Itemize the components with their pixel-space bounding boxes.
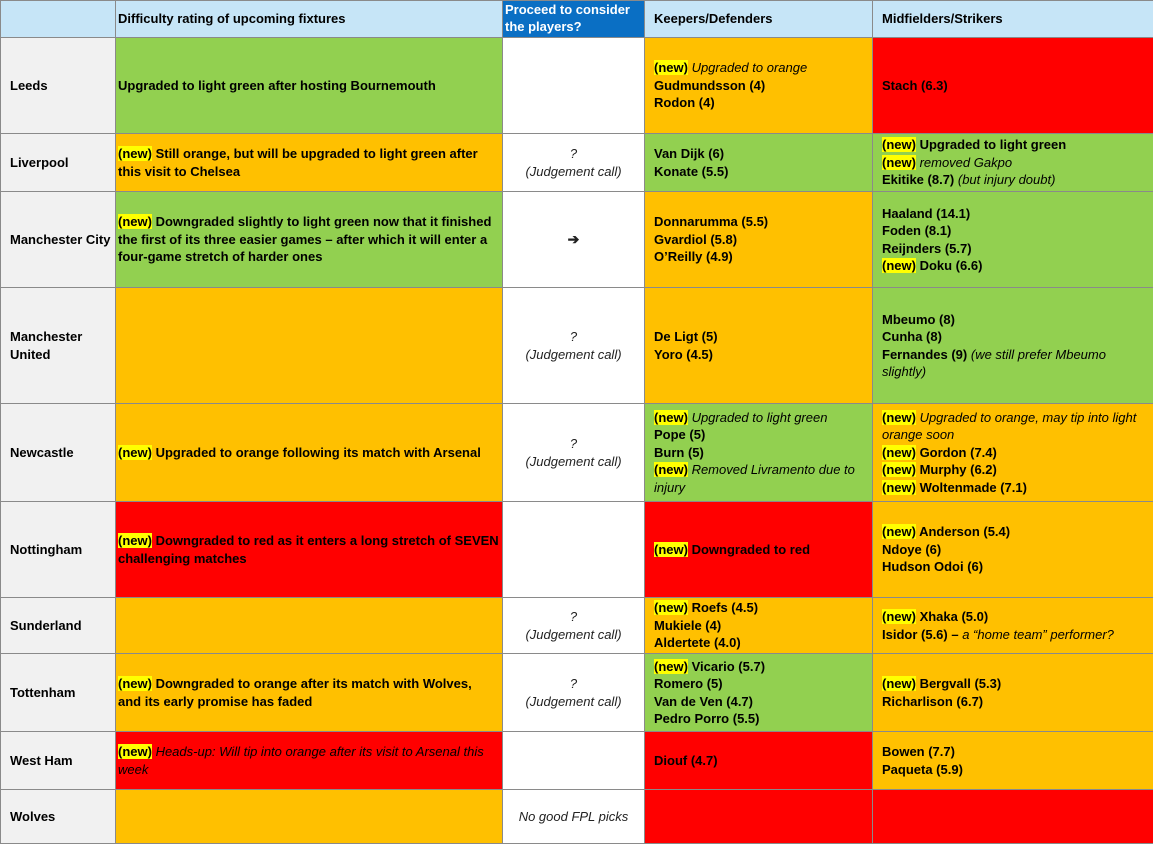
cell-text: challenging matches	[118, 550, 247, 566]
cell-line	[654, 634, 870, 652]
proceed-cell	[503, 502, 645, 598]
difficulty-cell	[116, 790, 503, 844]
cell-line	[505, 435, 642, 453]
cell-line	[654, 541, 870, 559]
cell-text: No good FPL picks	[518, 808, 629, 824]
cell-line	[118, 213, 500, 231]
cell-text: (we still prefer Mbeumo	[967, 346, 1106, 362]
new-badge: (new)	[882, 154, 916, 170]
difficulty-cell	[116, 732, 503, 790]
header-row	[1, 1, 1153, 38]
cell-text: Xhaka (5.0)	[915, 609, 989, 624]
new-badge: (new)	[654, 462, 688, 478]
cell-line	[654, 479, 870, 497]
cell-line	[505, 231, 642, 249]
cell-line	[654, 658, 870, 676]
new-badge: (new)	[654, 600, 688, 616]
cell-line	[882, 311, 1151, 329]
new-badge: (new)	[882, 479, 916, 495]
cell-text: Doku (6.6)	[915, 258, 983, 273]
table-row	[1, 288, 1153, 404]
team-name: West Ham	[1, 732, 116, 790]
cell-line	[882, 409, 1151, 427]
cell-text: Woltenmade (7.1)	[915, 479, 1027, 495]
cell-text: Romero (5)	[654, 676, 723, 691]
midfielders-strikers-cell	[873, 654, 1153, 732]
cell-line	[654, 675, 870, 693]
cell-text: Upgraded to orange, may tip into light	[915, 409, 1137, 425]
cell-line	[882, 523, 1151, 541]
cell-line	[882, 761, 1151, 779]
team-name: Tottenham	[1, 654, 116, 732]
cell-line	[882, 479, 1151, 497]
table-row	[1, 192, 1153, 288]
cell-text: (Judgement call)	[525, 163, 622, 179]
cell-line	[882, 743, 1151, 761]
cell-line	[882, 693, 1151, 711]
arrow-icon: ➔	[567, 230, 580, 247]
cell-text: Upgraded to light green	[915, 137, 1067, 153]
keepers-defenders-cell	[645, 732, 873, 790]
cell-line	[882, 222, 1151, 240]
header-proceed: Proceed to consider the players?	[503, 1, 645, 38]
cell-text: Gudmundsson (4)	[654, 77, 766, 93]
header-midfielders-strikers: Midfielders/Strikers	[873, 1, 1153, 38]
cell-text: slightly)	[882, 364, 927, 379]
cell-text: (Judgement call)	[525, 626, 622, 642]
cell-line	[882, 346, 1151, 364]
cell-text: ?	[569, 146, 578, 161]
cell-text: Upgraded to orange	[687, 60, 808, 76]
cell-text: and its early promise has faded	[118, 693, 313, 709]
cell-text: ?	[569, 676, 578, 691]
cell-line	[118, 761, 500, 779]
cell-text: the first of its three easier games – after which it will enter a	[118, 231, 488, 247]
cell-line	[505, 453, 642, 471]
cell-line	[654, 617, 870, 635]
cell-text: Downgraded slightly to light green now that it finished	[151, 214, 492, 230]
cell-line	[882, 257, 1151, 275]
cell-line	[882, 626, 1151, 644]
midfielders-strikers-cell	[873, 790, 1153, 844]
new-badge: (new)	[882, 258, 916, 273]
cell-text: Ekitike (8.7)	[882, 172, 955, 188]
team-name: Leeds	[1, 38, 116, 134]
cell-text: Rodon (4)	[654, 95, 715, 111]
cell-line	[505, 163, 642, 181]
new-badge: (new)	[882, 609, 916, 624]
midfielders-strikers-cell	[873, 404, 1153, 502]
new-badge: (new)	[118, 533, 152, 548]
cell-text: Diouf (4.7)	[654, 752, 718, 768]
new-badge: (new)	[118, 146, 152, 161]
table-row	[1, 654, 1153, 732]
cell-line	[882, 541, 1151, 559]
cell-text: Downgraded to orange after its match with Wolves,	[151, 676, 472, 691]
new-badge: (new)	[654, 658, 688, 674]
team-name: Liverpool	[1, 134, 116, 192]
new-badge: (new)	[654, 541, 688, 557]
cell-text: Vicario (5.7)	[687, 658, 766, 674]
cell-text: ?	[569, 609, 578, 624]
cell-line	[882, 171, 1151, 189]
new-badge: (new)	[882, 444, 916, 460]
cell-line	[882, 426, 1151, 444]
keepers-defenders-cell	[645, 38, 873, 134]
cell-text: removed Gakpo	[915, 154, 1013, 170]
difficulty-cell	[116, 404, 503, 502]
keepers-defenders-cell	[645, 790, 873, 844]
cell-line	[654, 328, 870, 346]
midfielders-strikers-cell	[873, 288, 1153, 404]
cell-text: Konate (5.5)	[654, 163, 729, 179]
cell-text: Foden (8.1)	[882, 223, 952, 238]
difficulty-cell	[116, 502, 503, 598]
cell-line	[118, 145, 500, 163]
midfielders-strikers-cell	[873, 38, 1153, 134]
cell-text: this visit to Chelsea	[118, 163, 241, 179]
proceed-cell	[503, 288, 645, 404]
team-name: Manchester United	[1, 288, 116, 404]
cell-text: Pedro Porro (5.5)	[654, 711, 760, 726]
cell-text: Downgraded to red	[687, 541, 811, 557]
cell-line	[118, 248, 500, 266]
cell-line	[882, 363, 1151, 381]
cell-line	[118, 743, 500, 761]
cell-text: Haaland (14.1)	[882, 205, 971, 221]
header-keepers-defenders: Keepers/Defenders	[645, 1, 873, 38]
new-badge: (new)	[118, 744, 152, 759]
proceed-cell	[503, 732, 645, 790]
team-name: Nottingham	[1, 502, 116, 598]
cell-text: Pope (5)	[654, 427, 706, 443]
table-body	[1, 38, 1153, 844]
cell-line	[118, 550, 500, 568]
header-team	[1, 1, 116, 38]
new-badge: (new)	[654, 60, 688, 76]
cell-line	[882, 461, 1151, 479]
difficulty-cell	[116, 38, 503, 134]
cell-line	[882, 154, 1151, 172]
cell-text: Van Dijk (6)	[654, 146, 725, 161]
cell-line	[654, 426, 870, 444]
table-row	[1, 790, 1153, 844]
cell-line	[118, 693, 500, 711]
cell-text: orange soon	[882, 427, 955, 443]
cell-text: Fernandes (9)	[882, 346, 968, 362]
keepers-defenders-cell	[645, 134, 873, 192]
cell-line	[654, 346, 870, 364]
cell-text: Paqueta (5.9)	[882, 761, 963, 777]
keepers-defenders-cell	[645, 192, 873, 288]
cell-line	[654, 693, 870, 711]
table-row	[1, 38, 1153, 134]
cell-line	[654, 444, 870, 462]
cell-line	[118, 231, 500, 249]
cell-line	[882, 444, 1151, 462]
new-badge: (new)	[882, 676, 916, 691]
cell-line	[882, 136, 1151, 154]
team-name: Newcastle	[1, 404, 116, 502]
cell-text: Bergvall (5.3)	[915, 676, 1002, 691]
difficulty-cell	[116, 654, 503, 732]
cell-line	[654, 213, 870, 231]
cell-line	[505, 808, 642, 826]
cell-text: Removed Livramento due to	[687, 462, 855, 478]
cell-line	[654, 599, 870, 617]
header-difficulty: Difficulty rating of upcoming fixtures	[116, 1, 503, 38]
keepers-defenders-cell	[645, 288, 873, 404]
proceed-cell	[503, 598, 645, 654]
cell-text: (Judgement call)	[525, 693, 622, 709]
cell-line	[505, 346, 642, 364]
cell-line	[505, 608, 642, 626]
cell-text: Still orange, but will be upgraded to light green after	[151, 146, 478, 161]
cell-text: injury	[654, 479, 686, 495]
cell-line	[654, 409, 870, 427]
cell-line	[505, 626, 642, 644]
cell-text: Reijnders (5.7)	[882, 240, 972, 256]
proceed-cell	[503, 654, 645, 732]
table-row	[1, 134, 1153, 192]
cell-text: four-game stretch of harder ones	[118, 249, 323, 265]
cell-text: Upgraded to light green	[687, 409, 828, 425]
cell-text: Gvardiol (5.8)	[654, 231, 738, 247]
table-row	[1, 404, 1153, 502]
cell-line	[118, 675, 500, 693]
table-row	[1, 732, 1153, 790]
cell-text: Mbeumo (8)	[882, 311, 955, 327]
team-name: Sunderland	[1, 598, 116, 654]
cell-line	[505, 145, 642, 163]
cell-line	[505, 693, 642, 711]
cell-text: Richarlison (6.7)	[882, 693, 984, 709]
new-badge: (new)	[882, 462, 916, 478]
cell-text: week	[118, 761, 149, 777]
cell-line	[654, 77, 870, 95]
cell-text: Mukiele (4)	[654, 617, 722, 633]
table-row	[1, 598, 1153, 654]
cell-text: Anderson (5.4)	[915, 524, 1011, 540]
cell-text: ?	[569, 329, 578, 344]
midfielders-strikers-cell	[873, 732, 1153, 790]
proceed-cell	[503, 134, 645, 192]
cell-line	[882, 240, 1151, 258]
cell-line	[654, 163, 870, 181]
cell-text: Bowen (7.7)	[882, 744, 955, 759]
cell-text: Murphy (6.2)	[915, 462, 997, 478]
cell-text: (but injury doubt)	[954, 172, 1056, 188]
cell-text: Burn (5)	[654, 444, 704, 460]
cell-text: De Ligt (5)	[654, 329, 718, 344]
keepers-defenders-cell	[645, 654, 873, 732]
new-badge: (new)	[654, 409, 688, 425]
cell-text: (Judgement call)	[525, 453, 622, 469]
cell-text: Upgraded to orange following its match with Arsenal	[151, 444, 481, 460]
cell-text: Heads-up: Will tip into orange after its visit to Arsenal this	[151, 744, 484, 759]
cell-line	[882, 608, 1151, 626]
cell-line	[654, 145, 870, 163]
midfielders-strikers-cell	[873, 502, 1153, 598]
cell-line	[654, 710, 870, 728]
cell-text: Downgraded to red as it enters a long stretch of SEVEN	[151, 533, 499, 548]
cell-text: Isidor (5.6) –	[882, 626, 959, 642]
proceed-cell	[503, 404, 645, 502]
cell-line	[118, 444, 500, 462]
cell-line	[882, 77, 1151, 95]
cell-text: Donnarumma (5.5)	[654, 214, 769, 230]
new-badge: (new)	[118, 214, 152, 230]
cell-text: Upgraded to light green after hosting Bournemouth	[118, 77, 436, 93]
cell-text: Roefs (4.5)	[687, 600, 759, 616]
keepers-defenders-cell	[645, 502, 873, 598]
cell-line	[654, 461, 870, 479]
cell-line	[654, 752, 870, 770]
cell-text: Ndoye (6)	[882, 541, 942, 557]
midfielders-strikers-cell	[873, 598, 1153, 654]
new-badge: (new)	[882, 137, 916, 153]
cell-line	[882, 328, 1151, 346]
table-row	[1, 502, 1153, 598]
proceed-cell	[503, 38, 645, 134]
cell-line	[654, 59, 870, 77]
cell-text: Gordon (7.4)	[915, 444, 997, 460]
cell-line	[882, 205, 1151, 223]
cell-text: Stach (6.3)	[882, 77, 948, 93]
keepers-defenders-cell	[645, 598, 873, 654]
cell-text: a “home team” performer?	[958, 626, 1114, 642]
cell-text: ?	[569, 436, 578, 451]
cell-text: Aldertete (4.0)	[654, 635, 741, 651]
new-badge: (new)	[882, 524, 916, 540]
difficulty-cell	[116, 598, 503, 654]
proceed-cell	[503, 790, 645, 844]
midfielders-strikers-cell	[873, 134, 1153, 192]
cell-line	[505, 328, 642, 346]
cell-text: Cunha (8)	[882, 329, 942, 344]
new-badge: (new)	[118, 444, 152, 460]
cell-line	[882, 675, 1151, 693]
cell-line	[505, 675, 642, 693]
cell-text: Van de Ven (4.7)	[654, 693, 753, 709]
difficulty-cell	[116, 134, 503, 192]
team-name: Manchester City	[1, 192, 116, 288]
difficulty-cell	[116, 288, 503, 404]
cell-text: (Judgement call)	[525, 346, 622, 362]
cell-line	[654, 248, 870, 266]
keepers-defenders-cell	[645, 404, 873, 502]
team-name: Wolves	[1, 790, 116, 844]
cell-line	[118, 532, 500, 550]
midfielders-strikers-cell	[873, 192, 1153, 288]
cell-text: Hudson Odoi (6)	[882, 559, 984, 575]
cell-line	[654, 94, 870, 112]
cell-line	[654, 231, 870, 249]
new-badge: (new)	[118, 676, 152, 691]
proceed-cell	[503, 192, 645, 288]
cell-text: O’Reilly (4.9)	[654, 249, 733, 265]
difficulty-cell	[116, 192, 503, 288]
cell-line	[118, 163, 500, 181]
cell-text: Yoro (4.5)	[654, 346, 713, 362]
new-badge: (new)	[882, 409, 916, 425]
cell-line	[882, 558, 1151, 576]
cell-line	[118, 77, 500, 95]
